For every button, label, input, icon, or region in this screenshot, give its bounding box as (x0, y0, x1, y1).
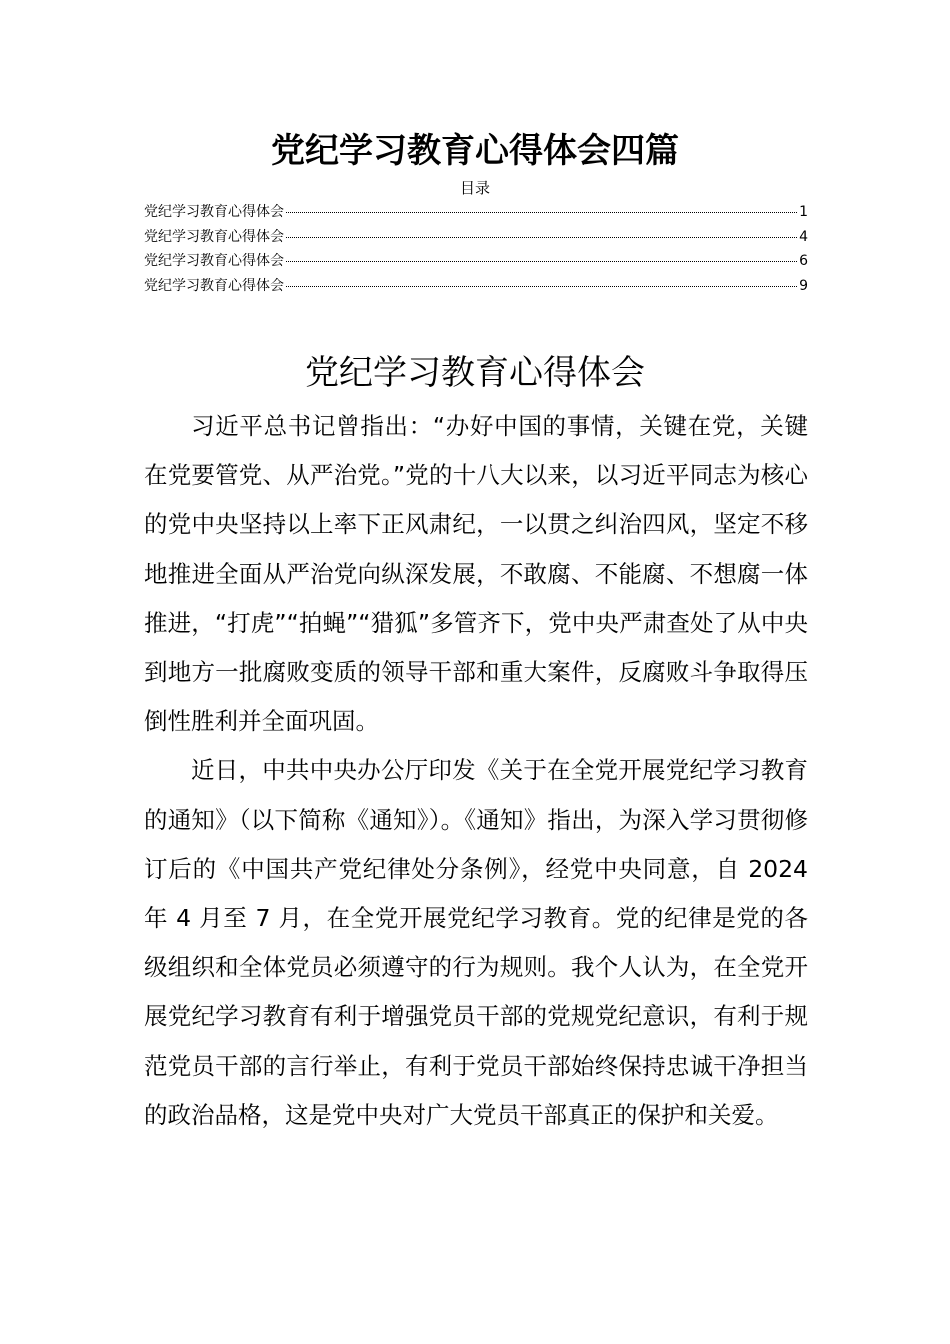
section-title: 党纪学习教育心得体会 (305, 353, 645, 393)
toc-entry-page: 6 (799, 253, 808, 269)
toc-entry-page: 4 (799, 228, 808, 245)
toc-entry-label: 党纪学习教育心得体会 (144, 204, 284, 220)
document-title: 党纪学习教育心得体会四篇 (271, 131, 679, 171)
section-body (144, 402, 808, 1140)
body-paragraph: 习近平总书记曾指出：“办好中国的事情，关键在党，关键在党要管党、从严治党。”党的十八大以来，以习近平同志为核心的党中央坚持以上率下正风肃纪，一以贯之纠治四风，坚定不移地推进全面从严治党向纵深发展，不敢腐、不能腐、不想腐一体推进，“打虎”“拍蝇”“猎狐”多管齐下，党中央严肃查处了从中央到地方一批腐败变质的领导干部和重大案件，反腐败斗争取得压倒性胜利并全面巩固。 (144, 412, 808, 736)
toc-dot-leader (286, 286, 797, 287)
toc-dot-leader (286, 237, 797, 238)
toc-heading: 目录 (459, 179, 490, 197)
toc-entry-label: 党纪学习教育心得体会 (144, 277, 284, 294)
toc-entry[interactable] (144, 202, 808, 227)
toc-entry-page: 1 (799, 204, 808, 220)
toc-entry[interactable] (144, 251, 808, 276)
table-of-contents (144, 202, 808, 300)
toc-entry-page: 9 (799, 277, 808, 294)
toc-dot-leader (286, 212, 797, 213)
toc-entry[interactable] (144, 276, 808, 301)
toc-entry-label: 党纪学习教育心得体会 (144, 228, 284, 245)
toc-entry[interactable] (144, 227, 808, 252)
toc-entry-label: 党纪学习教育心得体会 (144, 253, 284, 269)
toc-dot-leader (286, 261, 797, 262)
body-paragraph: 近日，中共中央办公厅印发《关于在全党开展党纪学习教育的通知》（以下简称《通知》）。《通知》指出，为深入学习贯彻修订后的《中国共产党纪律处分条例》，经党中央同意，自 2024 年 4 月至 7 月，在全党开展党纪学习教育。党的纪律是党的各级组织和全体党员必须遵守的行为规则。我个人认为，在全党开展党纪学习教育有利于增强党员干部的党规党纪意识，有利于规范党员干部的言行举止，有利于党员干部始终保持忠诚干净担当的政治品格，这是党中央对广大党员干部真正的保护和关爱。 (144, 756, 808, 1129)
